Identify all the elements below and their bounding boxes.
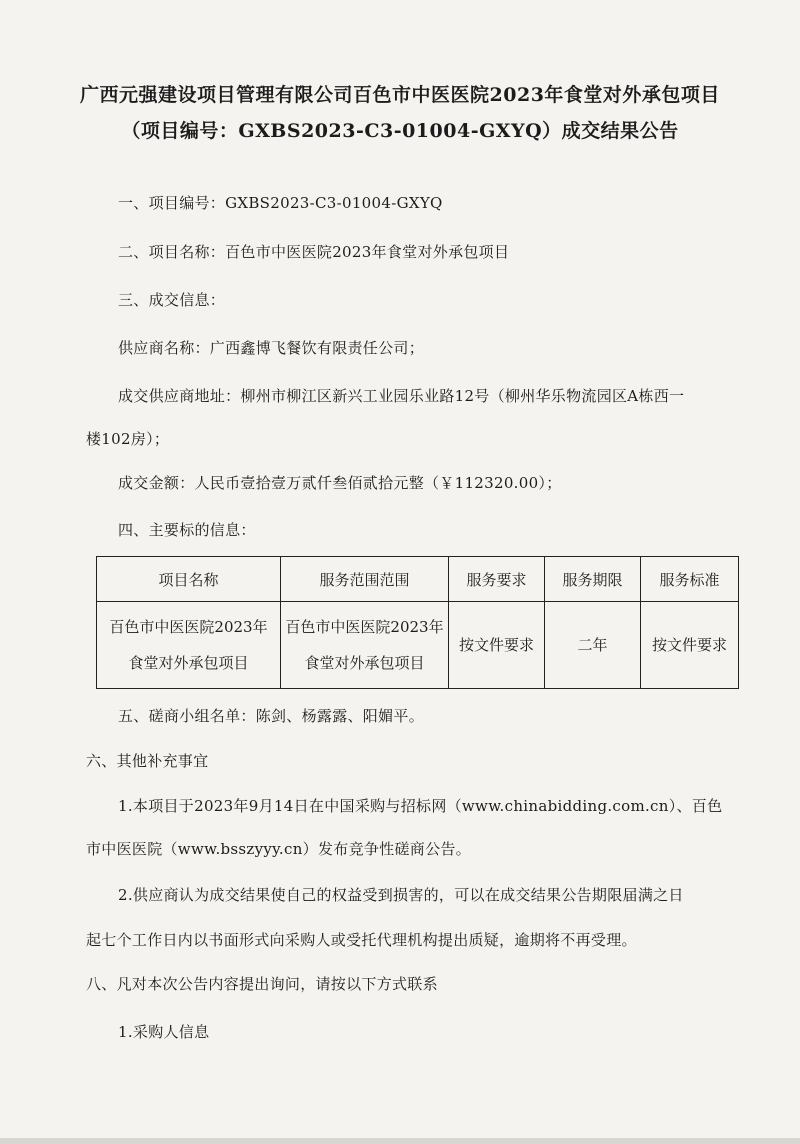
- supplier-name: 供应商名称：广西鑫博飞餐饮有限责任公司；: [118, 339, 425, 357]
- main-subject-heading: 四、主要标的信息：: [118, 521, 256, 539]
- table-header: 服务期限: [545, 557, 641, 602]
- cell-project-name-line1: 百色市中医医院2023年: [109, 618, 268, 636]
- page-edge-divider: [0, 1138, 800, 1144]
- deal-info-heading: 三、成交信息：: [118, 291, 226, 309]
- cell-service-scope-line1: 百色市中医医院2023年: [285, 618, 444, 636]
- announcement-title-line2: （项目编号：GXBS2023-C3-01004-GXYQ）成交结果公告: [121, 120, 679, 142]
- project-name: 二、项目名称：百色市中医医院2023年食堂对外承包项目: [118, 243, 510, 261]
- table-header: 项目名称: [97, 557, 281, 602]
- inquiry-heading: 八、凡对本次公告内容提出询问，请按以下方式联系: [86, 975, 438, 993]
- note2-line1: 2.供应商认为成交结果使自己的权益受到损害的，可以在成交结果公告期限届满之日: [118, 886, 684, 904]
- deal-amount: 成交金额：人民币壹拾壹万贰仟叁佰贰拾元整（￥112320.00）；: [118, 474, 562, 492]
- supplementary-heading: 六、其他补充事宜: [86, 752, 209, 770]
- note1-line2: 市中医医院（www.bsszyyy.cn）发布竞争性磋商公告。: [86, 840, 471, 858]
- cell-service-scope-line2: 食堂对外承包项目: [304, 654, 425, 672]
- table-header-row: [97, 557, 739, 602]
- cell-project-name: [97, 602, 281, 689]
- subject-info-table: [96, 556, 739, 689]
- cell-service-requirement: 按文件要求: [449, 602, 545, 689]
- cell-service-scope: [281, 602, 449, 689]
- cell-service-period: 二年: [545, 602, 641, 689]
- announcement-title-line1: 广西元强建设项目管理有限公司百色市中医医院2023年食堂对外承包项目: [80, 84, 720, 106]
- table-header: 服务标准: [641, 557, 739, 602]
- table-row: [97, 602, 739, 689]
- note2-line2: 起七个工作日内以书面形式向采购人或受托代理机构提出质疑，逾期将不再受理。: [86, 931, 637, 949]
- supplier-address-line1: 成交供应商地址：柳州市柳江区新兴工业园乐业路12号（柳州华乐物流园区A栋西一: [118, 387, 685, 405]
- cell-project-name-line2: 食堂对外承包项目: [128, 654, 249, 672]
- table-header: 服务范围范围: [281, 557, 449, 602]
- supplier-address-line2: 楼102房）；: [86, 430, 170, 448]
- cell-service-standard: 按文件要求: [641, 602, 739, 689]
- note1-line1: 1.本项目于2023年9月14日在中国采购与招标网（www.chinabidding.com.cn）、百色: [118, 797, 723, 815]
- panel-members: 五、磋商小组名单：陈剑、杨露露、阳媚平。: [118, 707, 425, 725]
- project-number: 一、项目编号：GXBS2023-C3-01004-GXYQ: [118, 194, 443, 212]
- table-header: 服务要求: [449, 557, 545, 602]
- purchaser-info-heading: 1.采购人信息: [118, 1023, 210, 1041]
